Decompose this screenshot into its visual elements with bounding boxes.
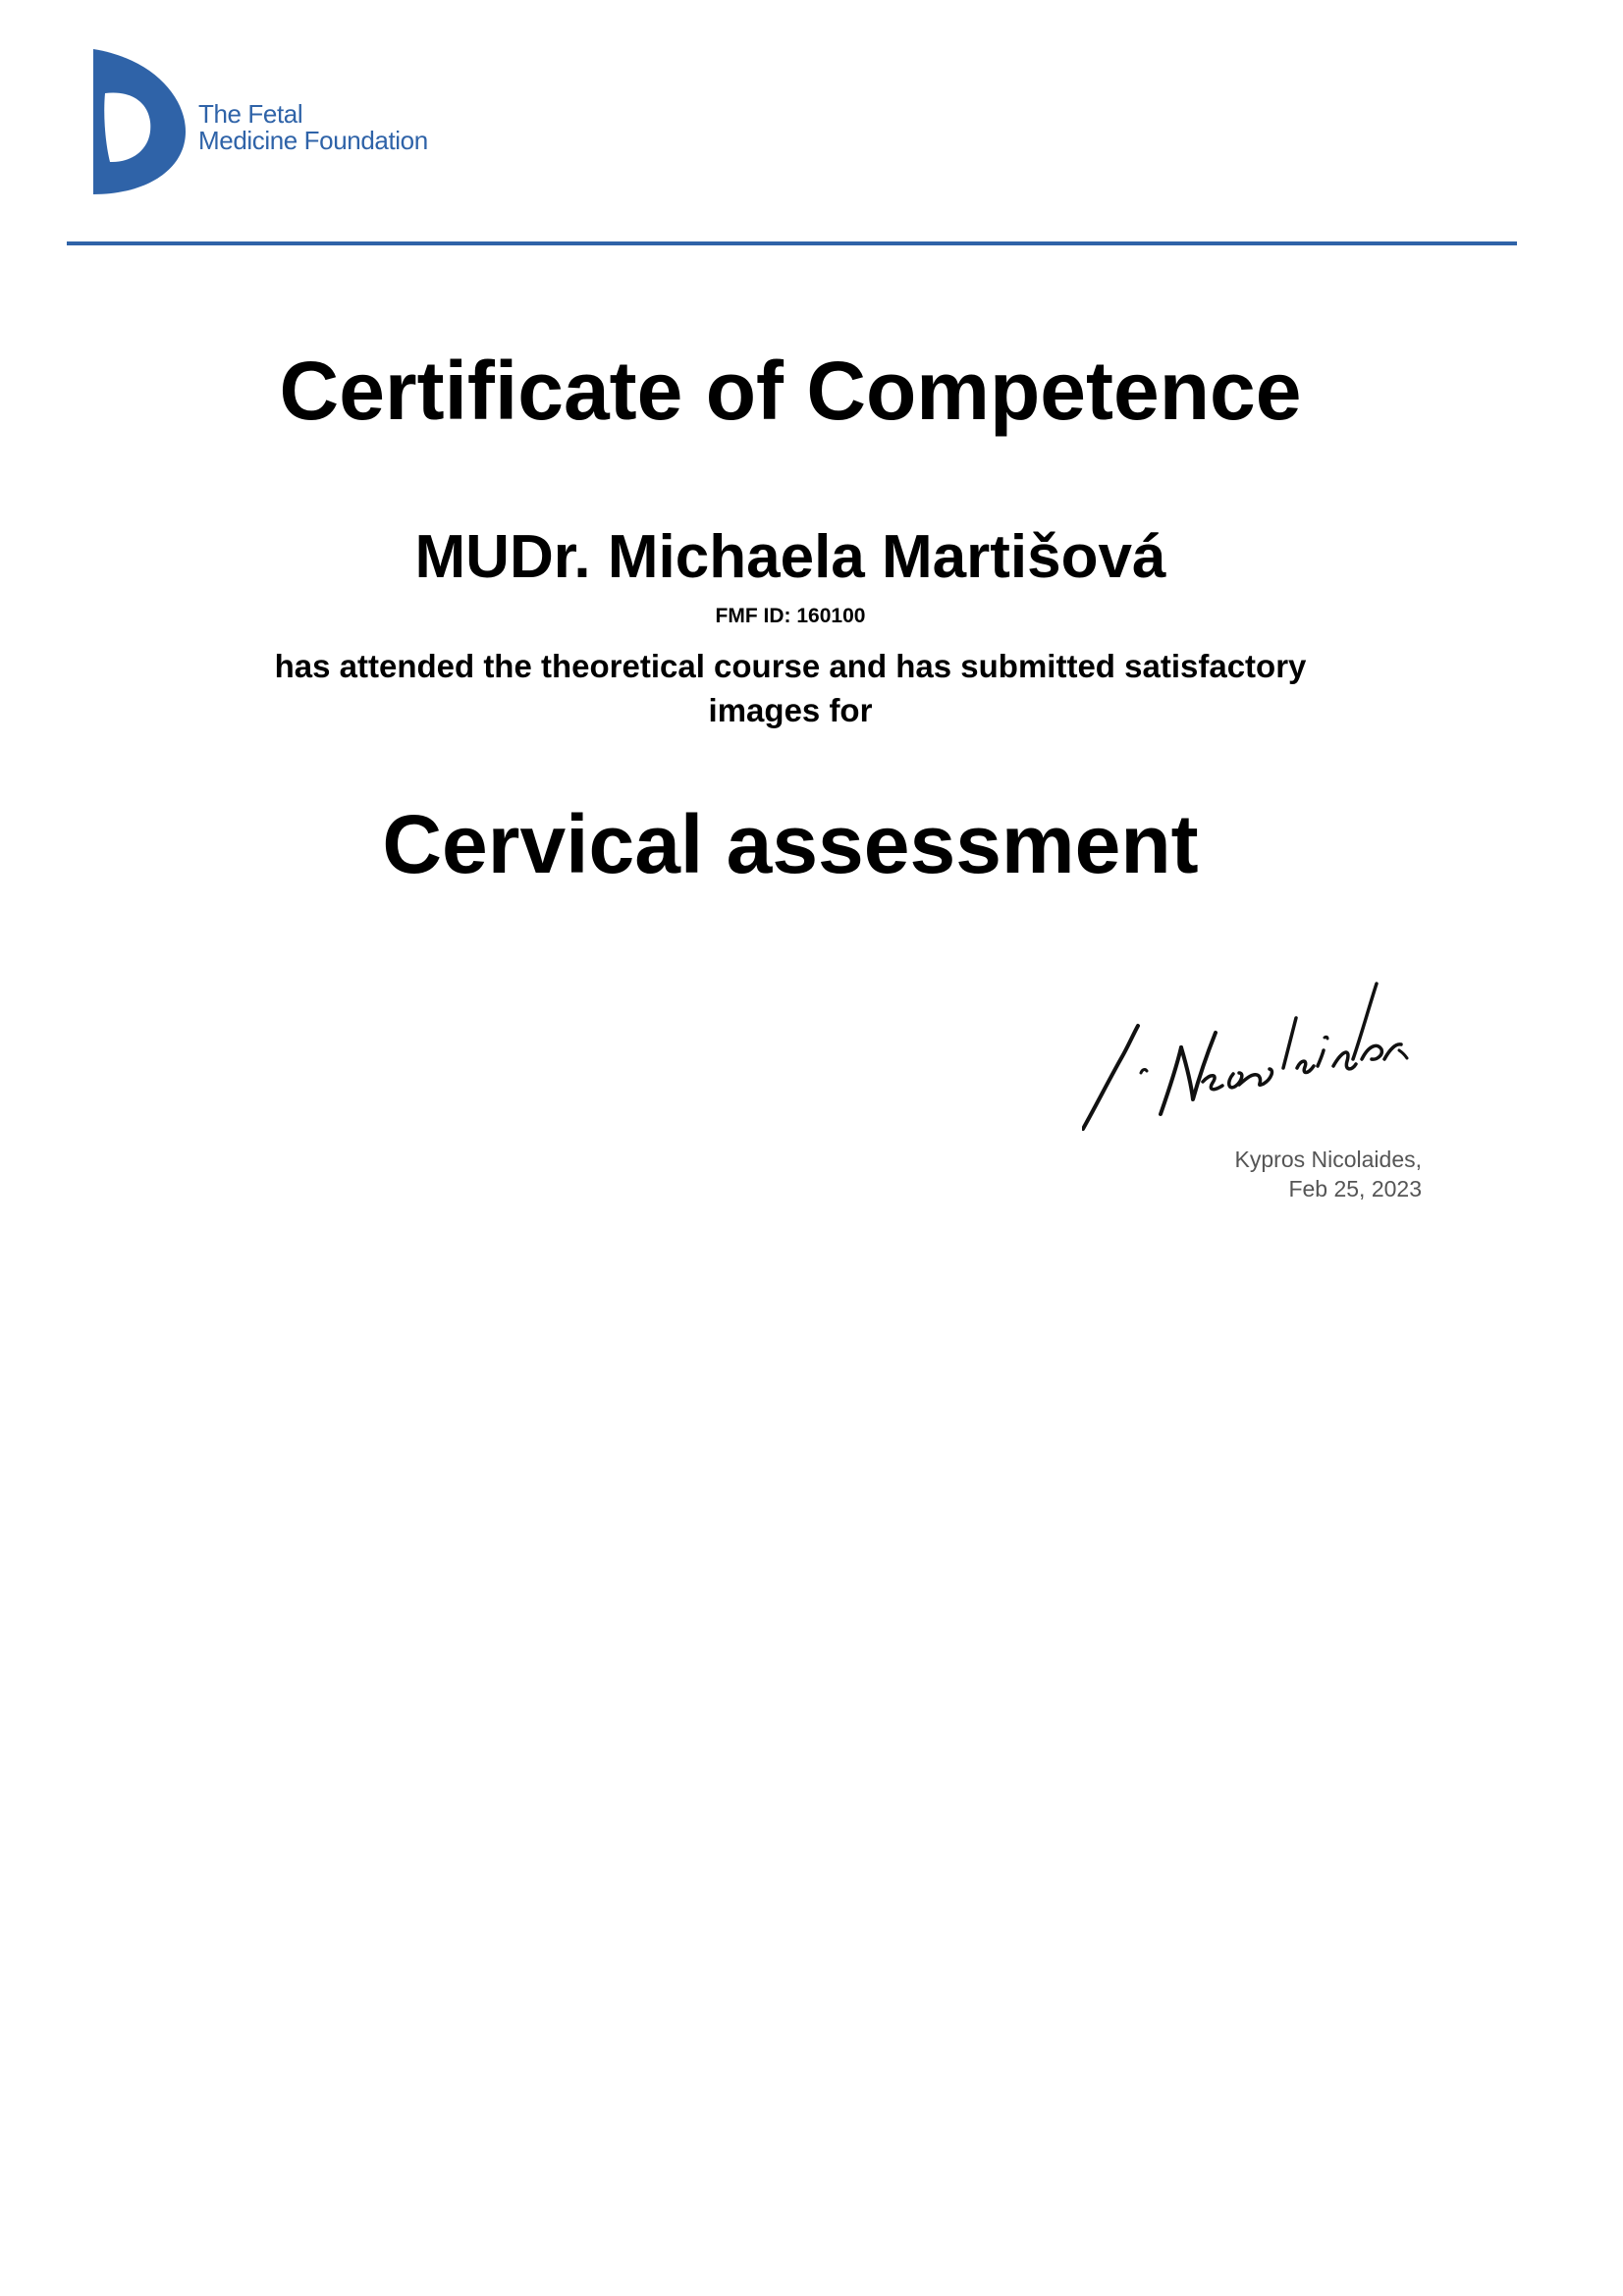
statement-line-one: has attended the theoretical course and has submitted satisfactory: [274, 648, 1307, 684]
certificate-statement: [0, 644, 1581, 732]
header-divider: [67, 241, 1517, 245]
fmf-logo: [93, 49, 447, 196]
logo-line-one: The Fetal: [198, 99, 303, 129]
certificate-title: Certificate of Competence: [279, 345, 1302, 437]
signature-image: [1082, 972, 1426, 1139]
signatory-name: Kypros Nicolaides,: [1234, 1147, 1422, 1172]
signature-date: Feb 25, 2023: [1288, 1176, 1422, 1201]
course-title: Cervical assessment: [382, 798, 1199, 890]
logo-wordmark: [198, 101, 428, 154]
fmf-id: FMF ID: 160100: [715, 605, 866, 627]
fetal-medicine-foundation-logo-icon: [93, 49, 191, 196]
recipient-name: MUDr. Michaela Martišová: [414, 523, 1166, 591]
signatory-block: [1235, 1145, 1422, 1203]
logo-line-two: Medicine Foundation: [198, 126, 428, 155]
statement-line-two: images for: [708, 692, 873, 728]
